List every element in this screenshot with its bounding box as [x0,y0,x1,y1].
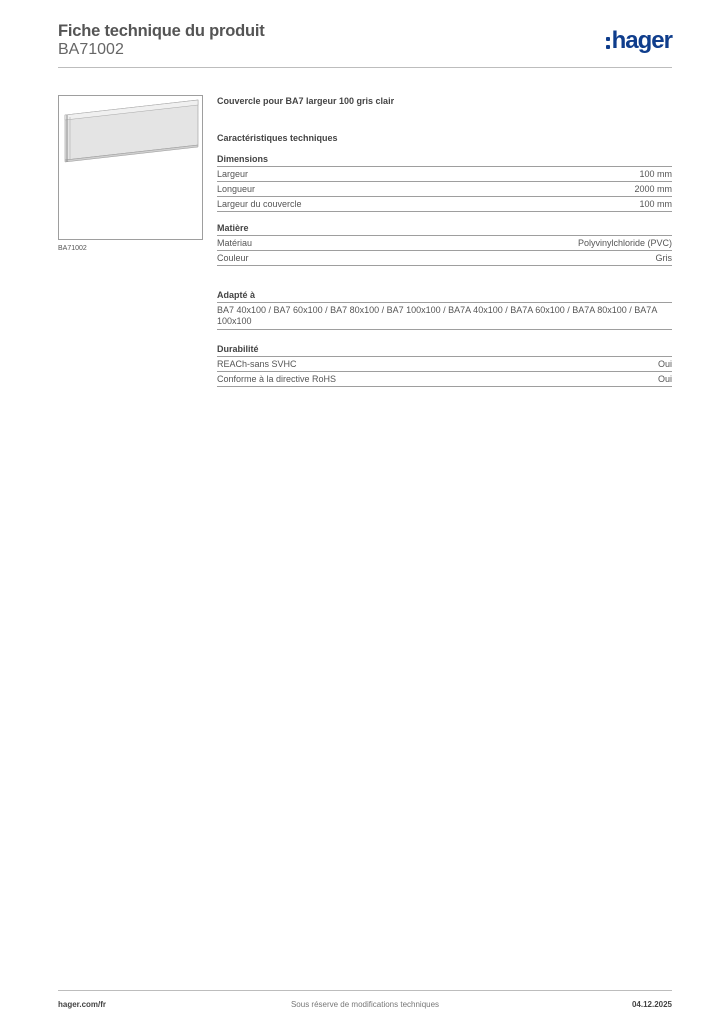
spec-label: Largeur du couvercle [217,199,302,209]
spec-content [217,96,672,387]
durability-heading: Durabilité [217,344,672,357]
compatibility-list: BA7 40x100 / BA7 60x100 / BA7 80x100 / BA7 100x100 / BA7A 40x100 / BA7A 60x100 / BA7A 80x100 / BA7A 100x100 [217,303,672,330]
image-caption: BA71002 [58,245,87,252]
product-reference: BA71002 [58,41,124,58]
material-heading: Matière [217,223,672,236]
dimensions-heading: Dimensions [217,154,672,167]
spec-value: 100 mm [639,169,672,179]
product-name: Couvercle pour BA7 largeur 100 gris clair [217,96,395,106]
footer-date: 04.12.2025 [631,1000,672,1009]
brand-logo [606,27,672,55]
spec-label: Matériau [217,238,253,248]
cover-profile-icon [59,96,202,239]
brand-logo-text: hager [611,27,672,54]
spec-row [217,251,672,266]
spec-value: Oui [657,359,672,369]
spec-row [217,372,672,387]
page-footer [58,990,672,1010]
spec-label: Conforme à la directive RoHS [217,374,337,384]
spec-row [217,357,672,372]
spec-label: Longueur [217,184,256,194]
spec-value: Gris [655,253,672,263]
product-image [58,95,203,240]
spec-row [217,182,672,197]
spec-label: REACh-sans SVHC [217,359,297,369]
footer-website-link[interactable]: hager.com/fr [58,1000,107,1009]
spec-value: Polyvinylchloride (PVC) [577,238,672,248]
spec-value: 2000 mm [634,184,672,194]
material-section [217,223,672,266]
specs-heading: Caractéristiques techniques [217,133,338,143]
spec-label: Couleur [217,253,249,263]
document-title: Fiche technique du produit [58,22,265,40]
spec-row [217,236,672,251]
page-header [58,22,672,68]
spec-label: Largeur [217,169,249,179]
dimensions-section [217,154,672,212]
compatibility-section [217,290,672,330]
spec-row [217,167,672,182]
spec-value: Oui [657,374,672,384]
logo-colon-icon [606,37,610,49]
spec-row [217,197,672,212]
compatibility-heading: Adapté à [217,290,672,303]
durability-section [217,344,672,387]
footer-disclaimer: Sous réserve de modifications techniques [290,1000,440,1009]
spec-value: 100 mm [639,199,672,209]
